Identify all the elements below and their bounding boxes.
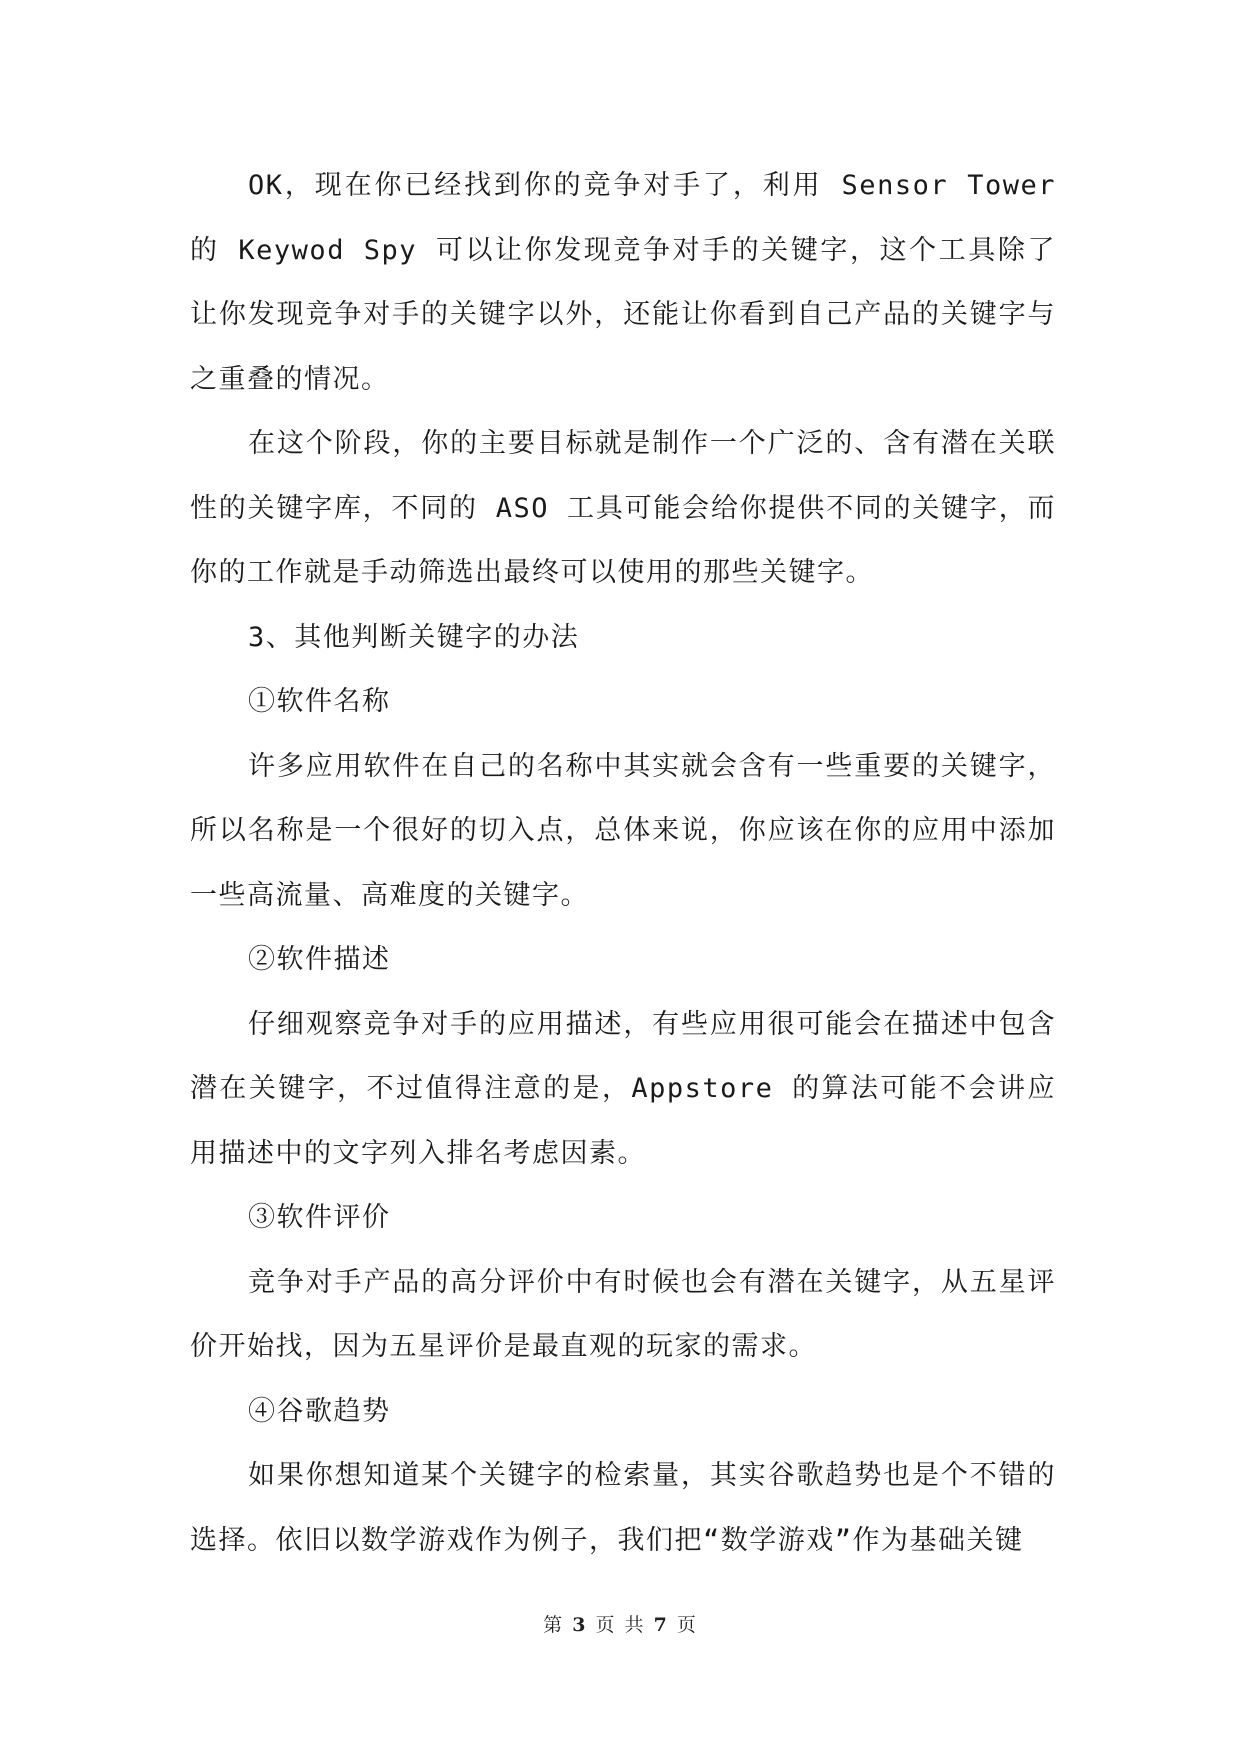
paragraph-app-name: 许多应用软件在自己的名称中其实就会含有一些重要的关键字，所以名称是一个很好的切入点，总体来说，你应该在你的应用中添加一些高流量、高难度的关键字。 (190, 750, 1056, 911)
subheading-app-reviews: ③软件评价 (248, 1202, 391, 1233)
section-heading-other-methods: 3、其他判断关键字的办法 (248, 621, 580, 653)
footer-total-pages: 7 (653, 1614, 669, 1636)
paragraph-app-description: 仔细观察竞争对手的应用描述，有些应用很可能会在描述中包含潜在关键字，不过值得注意的是，Appstore 的算法可能不会讲应用描述中的文字列入排名考虑因素。 (190, 1008, 1056, 1169)
footer-middle: 页 共 (595, 1614, 646, 1636)
footer-suffix: 页 (676, 1614, 698, 1636)
subheading-app-description: ②软件描述 (248, 944, 391, 975)
document-body (190, 154, 1056, 1573)
page-footer (0, 1610, 1241, 1637)
footer-current-page: 3 (572, 1614, 588, 1636)
paragraph-keyword-spy: OK，现在你已经找到你的竞争对手了，利用 Sensor Tower 的 Keywod Spy 可以让你发现竞争对手的关键字，这个工具除了让你发现竞争对手的关键字以外，还能让你看到自己产品的关键字与之重叠的情况。 (190, 170, 1056, 395)
paragraph-keyword-library: 在这个阶段，你的主要目标就是制作一个广泛的、含有潜在关联性的关键字库，不同的 ASO 工具可能会给你提供不同的关键字，而你的工作就是手动筛选出最终可以使用的那些关键字。 (190, 428, 1056, 588)
subheading-google-trends: ④谷歌趋势 (248, 1395, 391, 1427)
paragraph-google-trends: 如果你想知道某个关键字的检索量，其实谷歌趋势也是个不错的选择。依旧以数学游戏作为例子，我们把“数学游戏”作为基础关键 (190, 1460, 1056, 1556)
paragraph-app-reviews: 竞争对手产品的高分评价中有时候也会有潜在关键字，从五星评价开始找，因为五星评价是最直观的玩家的需求。 (190, 1266, 1056, 1362)
subheading-app-name: ①软件名称 (248, 686, 391, 717)
footer-prefix: 第 (543, 1614, 565, 1636)
